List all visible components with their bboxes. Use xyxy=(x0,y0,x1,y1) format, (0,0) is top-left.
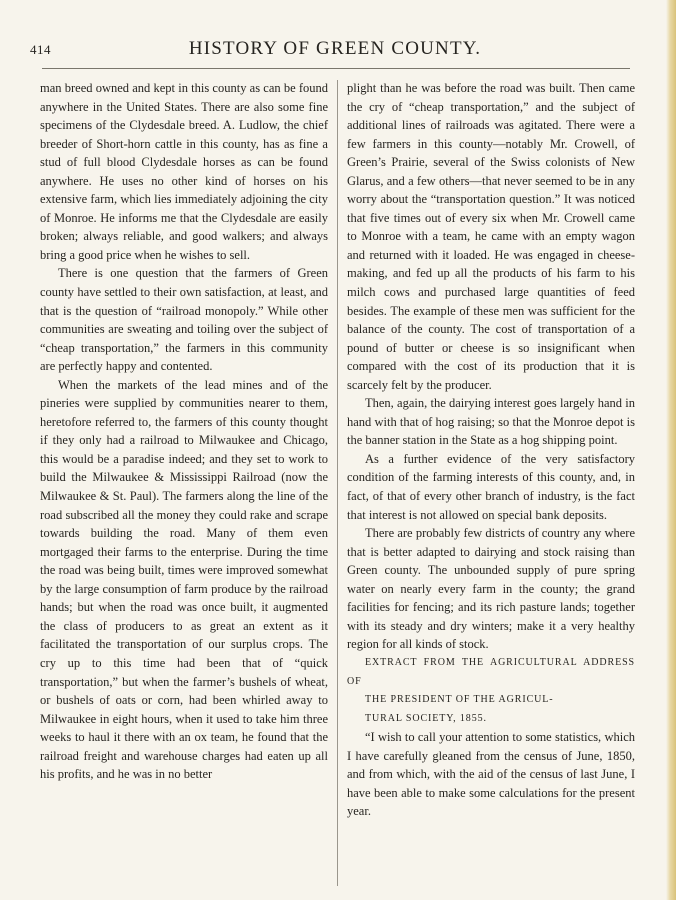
left-column xyxy=(40,79,328,784)
paragraph: plight than he was before the road was built. Then came the cry of “cheap transportation,” and the subject of additional lines of railroads was agitated. There were a few farmers in this county—notably Mr. Crowell, of Green’s Prairie, several of the Swiss colonists of New Glarus, and a few others—that never seemed to be in any worry about the “transportation question.” It was noticed that five times out of every six when Mr. Crowell came to Monroe with a team, he came with an empty wagon and returned with it loaded. He was engaged in cheese-making, and fed up all the products of his farm to his milch cows and purchased large quantities of feed besides. The example of these men was sufficient for the balance of the county. The cost of transportation of a pound of butter or cheese is so insignificant when compared with the cost of its production that it is scarcely felt by the producer. xyxy=(347,81,635,392)
paragraph: “I wish to call your attention to some statistics, which I have carefully gleaned from the census of June, 1850, and from which, with the aid of the census of last June, I have been able to make some calculations for the present year. xyxy=(347,730,635,819)
column-divider xyxy=(337,80,338,886)
page-header xyxy=(30,38,640,62)
page-edge xyxy=(666,0,676,900)
right-column xyxy=(347,79,635,821)
extract-heading-line: TURAL SOCIETY, 1855. xyxy=(365,712,487,724)
extract-heading-line: THE PRESIDENT OF THE AGRICUL- xyxy=(365,694,554,706)
header-rule xyxy=(42,68,630,69)
paragraph: When the markets of the lead mines and of the pineries were supplied by communities nearer to them, heretofore referred to, the farmers of this county thought if they only had a railroad to Milwaukee and Chicago, this would be a paradise indeed; and they set to work to build the Milwaukee & Mississippi Railroad (now the Milwaukee & St. Paul). The farmers along the line of the road subscribed all the money they could rake and scrape towards building the road. Many of them even mortgaged their farms to the enterprise. During the time the road was being built, times were improved somewhat by the large consumption of farm produce by the railroad hands; but when the road was once built, it augmented the class of producers to as great an extent as it facilitated the transportation of our surplus crops. The cry up to this time had been that of “quick transportation,” but when the farmer’s bushels of wheat, or bushels of oats or corn, had been whirled away to Milwaukee in eight hours, when it used to take him three weeks to haul it there with an ox team, he found that the railroad freight and warehouse charges had eaten up all his profits, and he was in no better xyxy=(40,377,328,782)
running-title: HISTORY OF GREEN COUNTY. xyxy=(188,38,482,59)
page-number: 414 xyxy=(30,42,51,57)
paragraph: Then, again, the dairying interest goes largely hand in hand with that of hog raising; so that the Monroe depot is the banner station in the State as a hog shipping point. xyxy=(347,396,635,448)
paragraph: man breed owned and kept in this county as can be found anywhere in the United States. There are also some fine specimens of the Clydesdale breed. A. Ludlow, the chief breeder of Short-horn cattle in this county, has as fine a stud of full blood Clydesdale horses as can be found anywhere. He uses no other kind of horses on his extensive farm, which lies immediately adjoining the city of Monroe. He informs me that the Clydesdale are easily broken; always reliable, and good walkers; and always bring a good price when he wishes to sell. xyxy=(40,81,328,262)
paragraph: There is one question that the farmers of Green county have settled to their own satisfaction, at least, and that is the question of “railroad monopoly.” While other communities are sweating and toiling over the subject of “cheap transportation,” the farmers in this community are perfectly happy and contented. xyxy=(40,266,328,374)
paragraph: There are probably few districts of country any where that is better adapted to dairying and stock raising than Green county. The unbounded supply of pure spring water on nearly every farm in the county; the grand facilities for fencing; and its rich pasture lands; together with its steady and dry winters; make it a very healthy region for all kinds of stock. xyxy=(347,526,635,652)
extract-heading-line: EXTRACT FROM THE AGRICULTURAL ADDRESS OF xyxy=(347,656,635,687)
paragraph: As a further evidence of the very satisfactory condition of the farming interests of this county, and, in fact, of that of every other branch of industry, is the fact that interest is not allowed on special bank deposits. xyxy=(347,451,635,522)
